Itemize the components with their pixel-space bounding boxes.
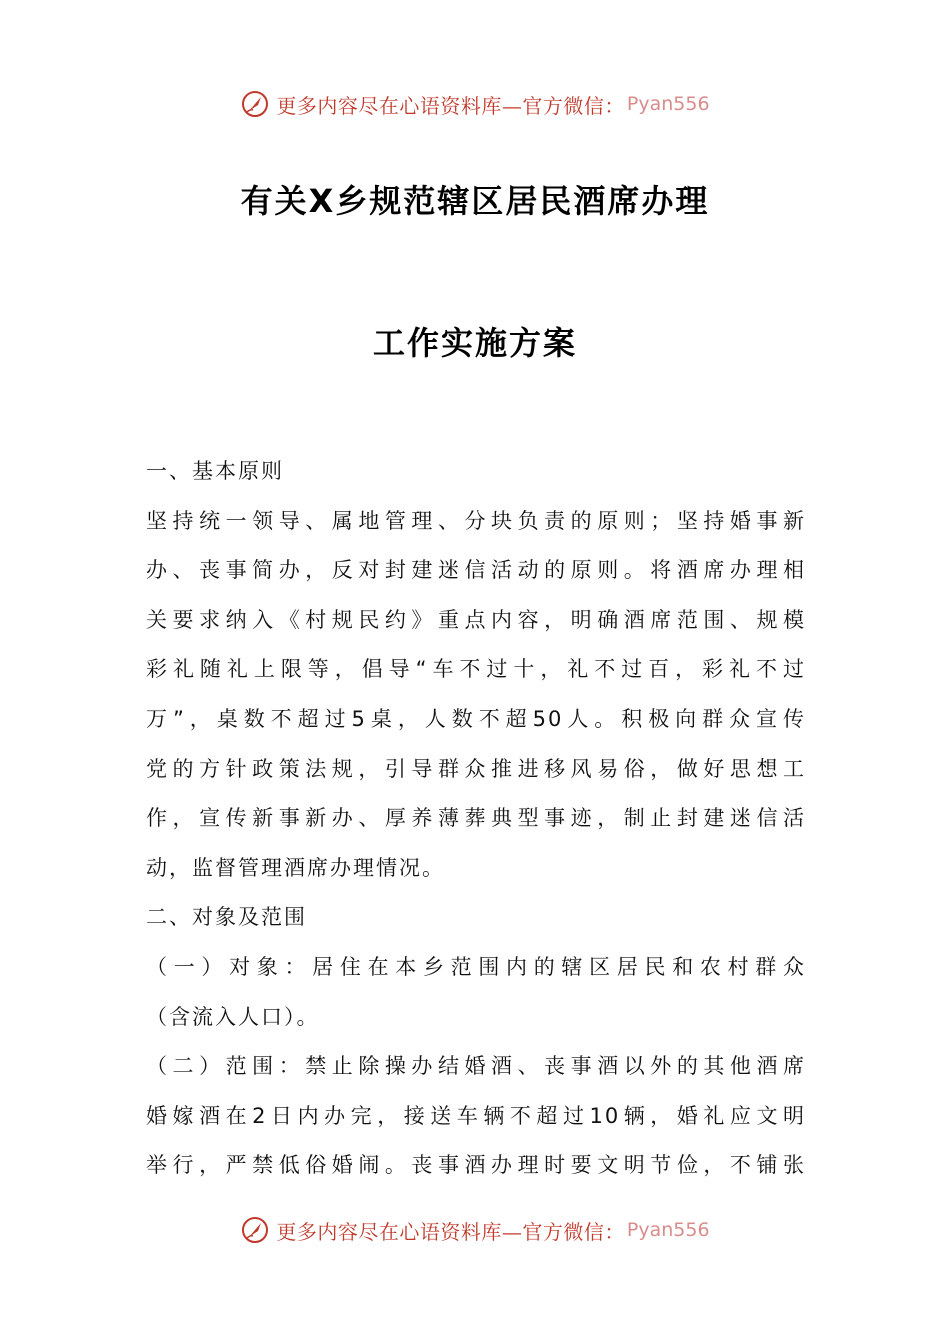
body-line: （二）范围：禁止除操办结婚酒、丧事酒以外的其他酒席 <box>146 1054 806 1079</box>
body-line: 动，监督管理酒席办理情况。 <box>146 855 445 880</box>
body-line: 办、丧事简办，反对封建迷信活动的原则。将酒席办理相 <box>146 558 806 583</box>
document-title-line1: 有关X乡规范辖区居民酒席办理 <box>240 182 710 220</box>
body-line: 坚持统一领导、属地管理、分块负责的原则；坚持婚事新 <box>146 508 806 533</box>
watermark-wechat-id: Pyan556 <box>626 1219 710 1241</box>
document-title-line2: 工作实施方案 <box>372 324 577 362</box>
body-line: 一、基本原则 <box>146 459 284 483</box>
watermark-footer <box>0 1212 950 1248</box>
watermark-text: 更多内容尽在心语资料库—官方微信： <box>276 1219 625 1244</box>
quill-logo-icon <box>240 89 270 119</box>
body-line: 婚嫁酒在2日内办完，接送车辆不超过10辆，婚礼应文明 <box>146 1103 806 1128</box>
body-line: 党的方针政策法规，引导群众推进移风易俗，做好思想工 <box>146 756 806 781</box>
body-line: 二、对象及范围 <box>146 905 307 930</box>
body-line: 万”，桌数不超过5桌，人数不超50人。积极向群众宣传 <box>146 706 806 731</box>
watermark-header <box>0 86 950 122</box>
body-line: （含流入人口）。 <box>146 1004 320 1029</box>
body-line: 举行，严禁低俗婚闹。丧事酒办理时要文明节俭，不铺张 <box>146 1153 806 1178</box>
document-body <box>146 447 806 1191</box>
body-line: 彩礼随礼上限等，倡导“车不过十，礼不过百，彩礼不过 <box>146 657 806 682</box>
watermark-text: 更多内容尽在心语资料库—官方微信： <box>276 93 625 118</box>
body-line: 关要求纳入《村规民约》重点内容，明确酒席范围、规模 <box>146 607 806 632</box>
body-line: 作，宣传新事新办、厚养薄葬典型事迹，制止封建迷信活 <box>146 806 806 831</box>
watermark-wechat-id: Pyan556 <box>626 93 710 115</box>
quill-logo-icon <box>240 1215 270 1245</box>
body-line: （一）对象：居住在本乡范围内的辖区居民和农村群众 <box>146 954 806 979</box>
